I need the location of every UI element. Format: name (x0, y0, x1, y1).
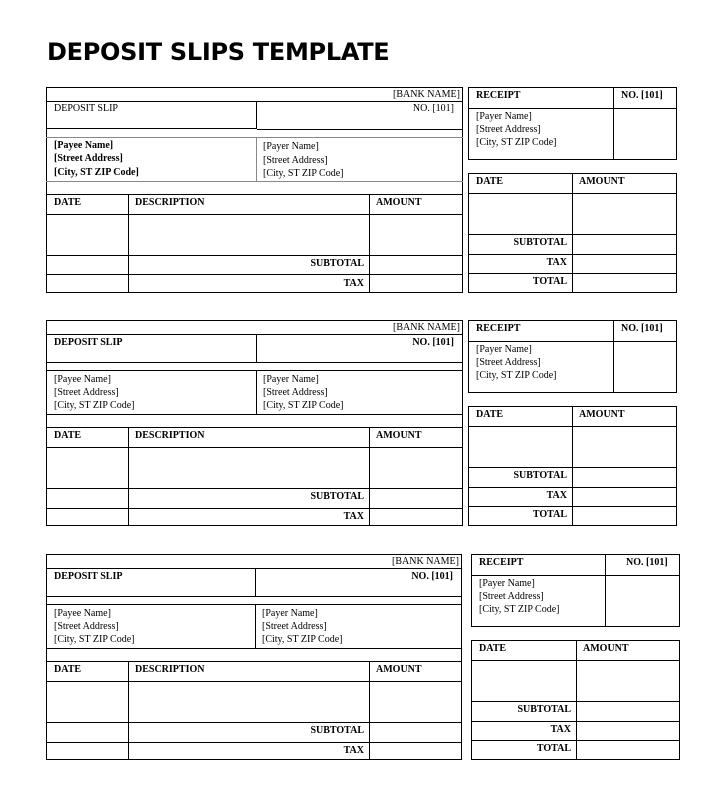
col-date: DATE (54, 430, 82, 441)
payee-name[interactable]: [Payee Name] (54, 608, 111, 619)
receipt-payer-street[interactable]: [Street Address] (476, 124, 541, 135)
receipt-payer-city[interactable]: [City, ST ZIP Code] (479, 604, 560, 615)
payer-city[interactable]: [City, ST ZIP Code] (263, 168, 344, 179)
receipt-payer-street[interactable]: [Street Address] (476, 357, 541, 368)
receipt-label: RECEIPT (476, 90, 521, 101)
receipt-number[interactable]: NO. [101] (621, 323, 663, 334)
receipt-col-amount: AMOUNT (583, 643, 629, 654)
receipt-payer-name[interactable]: [Payer Name] (476, 344, 532, 355)
receipt-total-label: TOTAL (532, 509, 567, 520)
receipt-subtotal-label: SUBTOTAL (513, 470, 567, 481)
receipt-payer-city[interactable]: [City, ST ZIP Code] (476, 137, 557, 148)
col-description: DESCRIPTION (135, 430, 205, 441)
payer-city[interactable]: [City, ST ZIP Code] (262, 634, 343, 645)
receipt-subtotal-label: SUBTOTAL (513, 237, 567, 248)
receipt-subtotal-label: SUBTOTAL (517, 704, 571, 715)
payer-street[interactable]: [Street Address] (262, 621, 327, 632)
receipt-col-date: DATE (479, 643, 507, 654)
receipt-payer-city[interactable]: [City, ST ZIP Code] (476, 370, 557, 381)
payer-street[interactable]: [Street Address] (263, 387, 328, 398)
receipt-payer-name[interactable]: [Payer Name] (476, 111, 532, 122)
receipt-tax-label: TAX (546, 257, 567, 268)
bank-name[interactable]: [BANK NAME] (392, 556, 459, 567)
receipt-col-amount: AMOUNT (579, 176, 625, 187)
slip-number[interactable]: NO. [101] (411, 571, 453, 582)
receipt-payer-street[interactable]: [Street Address] (479, 591, 544, 602)
payer-street[interactable]: [Street Address] (263, 155, 328, 166)
payee-street[interactable]: [Street Address] (54, 387, 119, 398)
payee-city[interactable]: [City, ST ZIP Code] (54, 167, 139, 178)
subtotal-label: SUBTOTAL (310, 258, 364, 269)
subtotal-label: SUBTOTAL (310, 491, 364, 502)
deposit-slip-label: DEPOSIT SLIP (54, 571, 123, 582)
receipt-payer-name[interactable]: [Payer Name] (479, 578, 535, 589)
receipt-label: RECEIPT (479, 557, 524, 568)
receipt-total-label: TOTAL (532, 276, 567, 287)
col-description: DESCRIPTION (135, 664, 205, 675)
payer-name[interactable]: [Payer Name] (263, 374, 319, 385)
payer-name[interactable]: [Payer Name] (263, 141, 319, 152)
slip-number[interactable]: NO. [101] (412, 337, 454, 348)
payer-name[interactable]: [Payer Name] (262, 608, 318, 619)
payee-name[interactable]: [Payee Name] (54, 374, 111, 385)
col-amount: AMOUNT (376, 430, 422, 441)
slip-number[interactable]: NO. [101] (412, 103, 454, 114)
tax-label: TAX (343, 745, 364, 756)
tax-label: TAX (343, 511, 364, 522)
receipt-col-amount: AMOUNT (579, 409, 625, 420)
bank-name[interactable]: [BANK NAME] (393, 89, 460, 100)
bank-name[interactable]: [BANK NAME] (393, 322, 460, 333)
receipt-number[interactable]: NO. [101] (626, 557, 668, 568)
receipt-number[interactable]: NO. [101] (621, 90, 663, 101)
deposit-slip-label: DEPOSIT SLIP (54, 337, 123, 348)
receipt-total-label: TOTAL (536, 743, 571, 754)
subtotal-label: SUBTOTAL (310, 725, 364, 736)
tax-label: TAX (343, 278, 364, 289)
col-amount: AMOUNT (376, 197, 422, 208)
payee-street[interactable]: [Street Address] (54, 621, 119, 632)
receipt-col-date: DATE (476, 409, 504, 420)
receipt-label: RECEIPT (476, 323, 521, 334)
col-date: DATE (54, 664, 82, 675)
payee-name[interactable]: [Payee Name] (54, 140, 114, 151)
payer-city[interactable]: [City, ST ZIP Code] (263, 400, 344, 411)
payee-city[interactable]: [City, ST ZIP Code] (54, 400, 135, 411)
col-amount: AMOUNT (376, 664, 422, 675)
col-date: DATE (54, 197, 82, 208)
deposit-slip-label: DEPOSIT SLIP (54, 103, 118, 114)
payee-city[interactable]: [City, ST ZIP Code] (54, 634, 135, 645)
receipt-tax-label: TAX (550, 724, 571, 735)
col-description: DESCRIPTION (135, 197, 205, 208)
receipt-col-date: DATE (476, 176, 504, 187)
payee-street[interactable]: [Street Address] (54, 153, 123, 164)
page-title: DEPOSIT SLIPS TEMPLATE (47, 38, 390, 66)
receipt-tax-label: TAX (546, 490, 567, 501)
